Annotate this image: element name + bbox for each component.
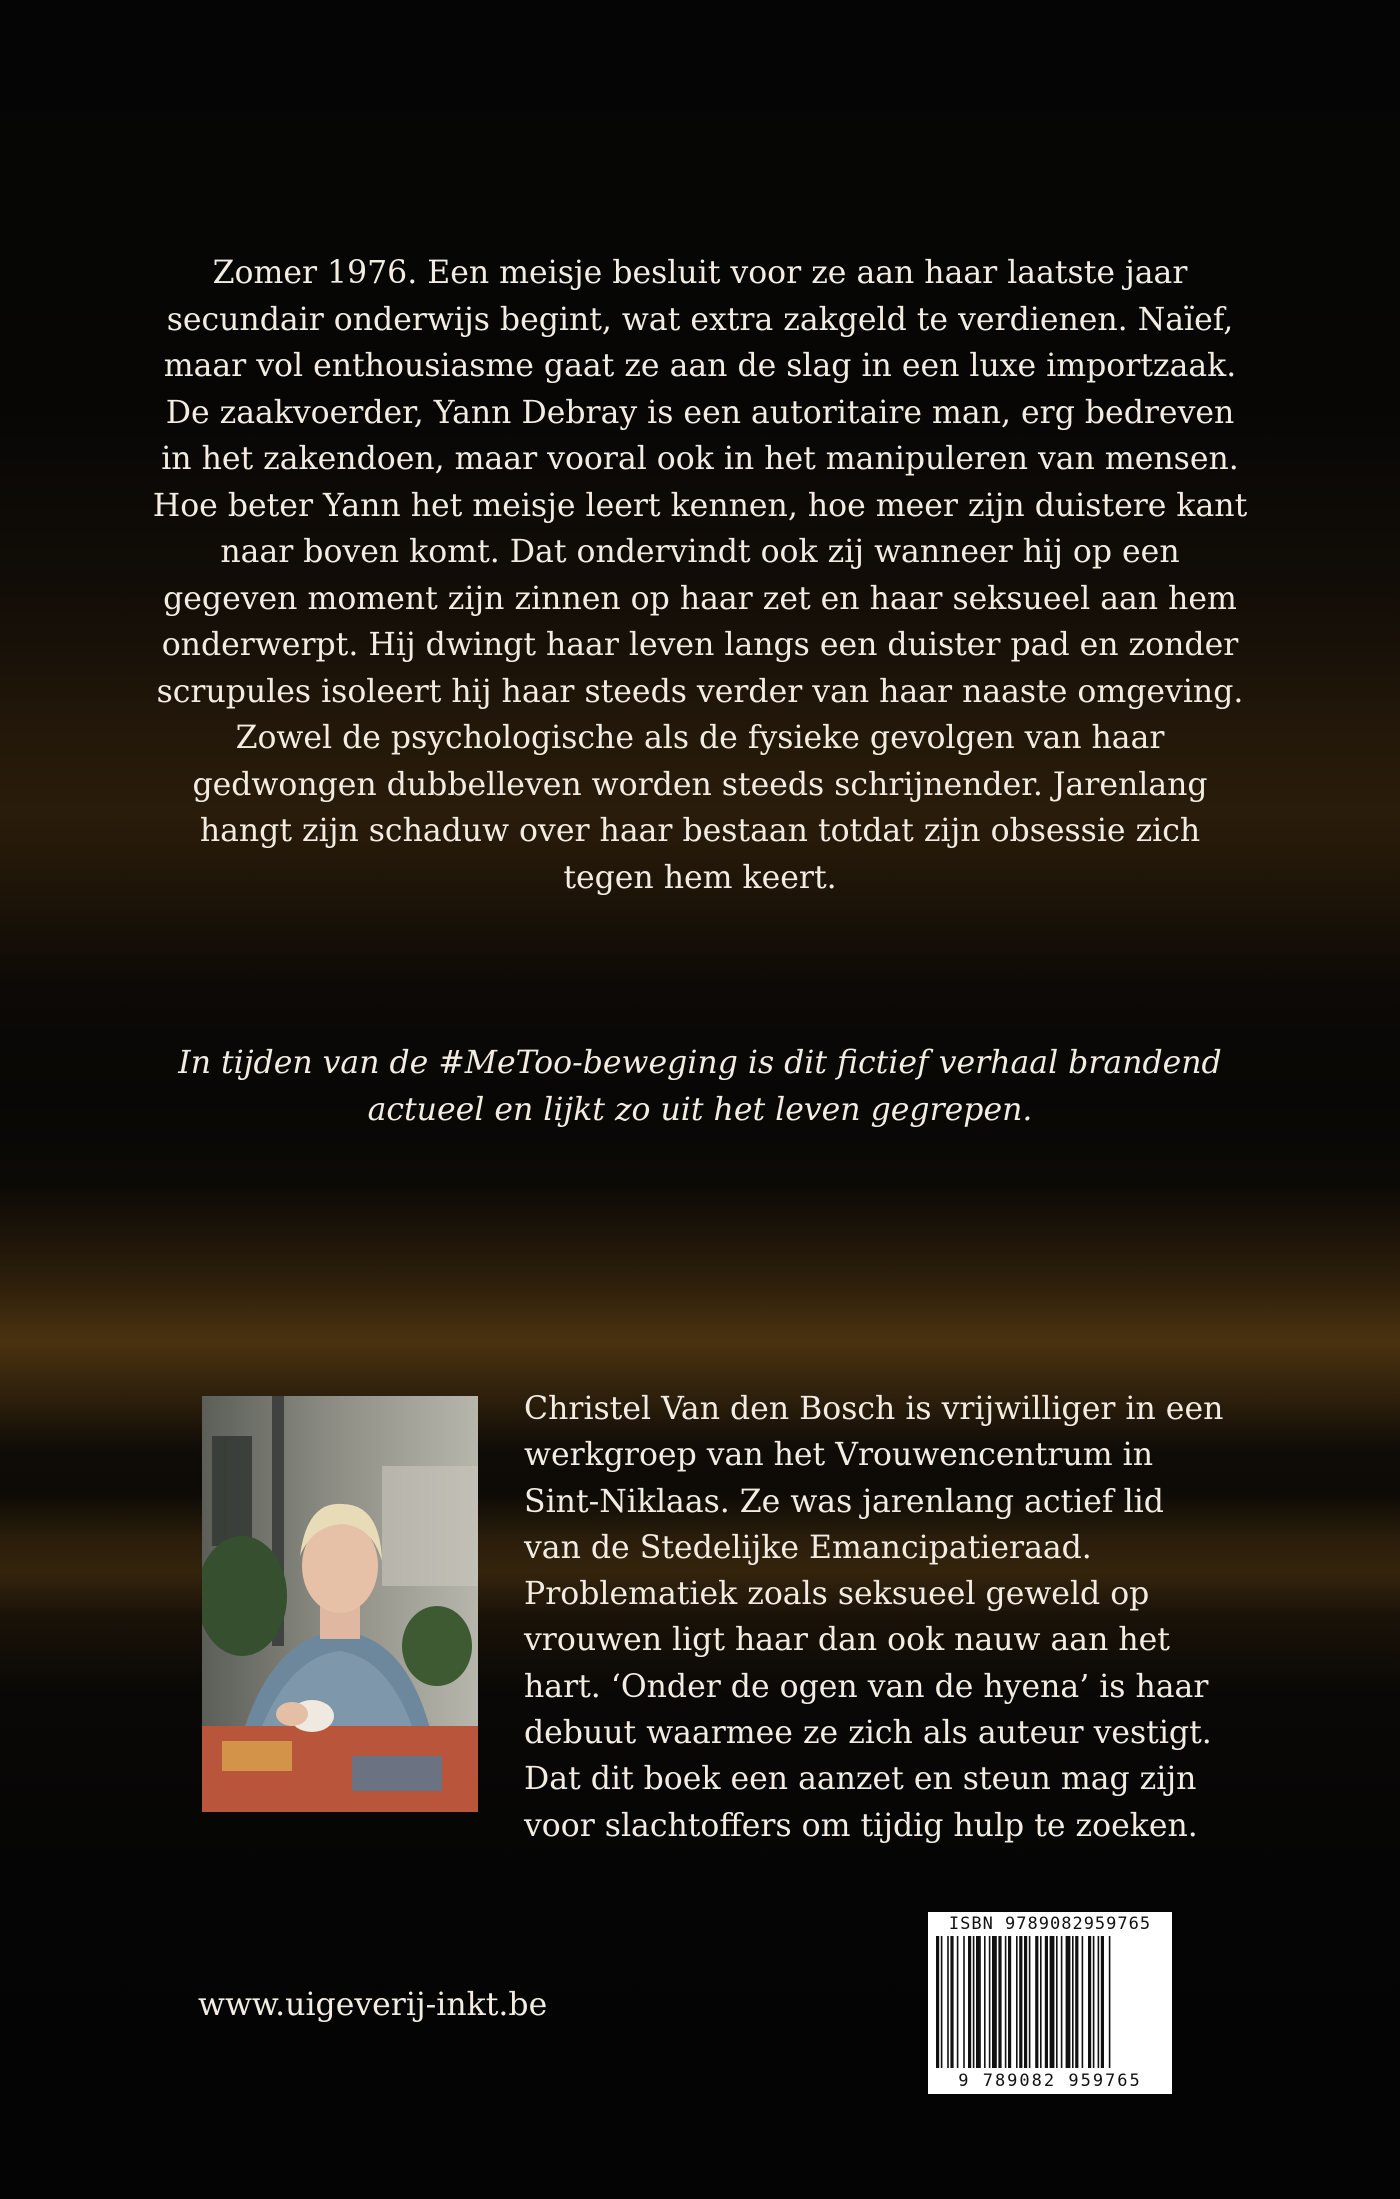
barcode-bar [957, 1936, 959, 2068]
blurb-paragraph: Zomer 1976. Een meisje besluit voor ze aan haar laatste jaar secundair onderwijs begint, wat extra zakgeld te verdienen. Naïef, maar vol enthousiasme gaat ze aan de slag in een luxe importzaak. De zaakvoerder, Yann Debray is een autoritaire man, erg bedreven in het zakendoen, maar vooral ook in het manipuleren van mensen. [161, 255, 1239, 477]
isbn-label: ISBN 9789082959765 [948, 1914, 1152, 1934]
publisher-website: www.uigeverij-inkt.be [198, 1987, 548, 2023]
barcode-bar [1008, 1936, 1011, 2068]
barcode-bar [973, 1936, 975, 2068]
barcode-bar [936, 1936, 939, 2068]
tagline: In tijden van de #MeToo-beweging is dit fictief verhaal brandend actueel en lijkt zo uit het leven gegrepen. [178, 1045, 1222, 1128]
barcode-bar [1075, 1936, 1078, 2068]
author-bio: Christel Van den Bosch is vrijwilliger in een werkgroep van het Vrouwencentrum in Sint-Niklaas. Ze was jarenlang actief lid van de Stedelijke Emancipatieraad. Problematiek zoals seksueel geweld op vrouwen ligt haar dan ook nauw aan het hart. ‘Onder de ogen van de hyena’ is haar debuut waarmee ze zich als auteur vestigt. Dat dit boek een aanzet en steun mag zijn voor slachtoffers om tijdig hulp te zoeken. [524, 1391, 1224, 1844]
barcode-bar [1098, 1936, 1100, 2068]
barcode-bar [1056, 1936, 1058, 2068]
barcode-bar [1066, 1936, 1071, 2068]
barcode-bar [1035, 1936, 1038, 2068]
barcode-bar [1088, 1936, 1091, 2068]
barcode-bar [1050, 1936, 1055, 2068]
barcode-bar [1019, 1936, 1022, 2068]
barcode-bar [1061, 1936, 1063, 2068]
barcode-bar [1093, 1936, 1095, 2068]
barcode-bar [1016, 1936, 1018, 2068]
barcode-bar [1040, 1936, 1042, 2068]
barcode-bar [1072, 1936, 1074, 2068]
barcode-bar [1024, 1936, 1027, 2068]
author-photo [202, 1396, 478, 1812]
barcode-bar [984, 1936, 986, 2068]
barcode-bar [998, 1936, 1001, 2068]
back-cover-blurb [150, 250, 1250, 901]
barcode-bar [1101, 1936, 1104, 2068]
blurb-paragraph: Hoe beter Yann het meisje leert kennen, hoe meer zijn duistere kant naar boven komt. Dat ondervindt ook zij wanneer hij op een gegeven moment zijn zinnen op haar zet en haar seksueel aan hem onderwerpt. Hij dwingt haar leven langs een duister pad en zonder scrupules isoleert hij haar steeds verder van haar naaste omgeving. [152, 487, 1248, 710]
barcode-bar [1045, 1936, 1048, 2068]
barcode-bar [976, 1936, 981, 2068]
barcode-bar [963, 1936, 965, 2068]
barcode-bars [936, 1936, 1164, 2068]
isbn-barcode [928, 1912, 1172, 2094]
barcode-bar [1082, 1936, 1084, 2068]
blurb-paragraph: Zowel de psychologische als de fysieke gevolgen van haar gedwongen dubbelleven worden steeds schrijnender. Jarenlang hangt zijn schaduw over haar bestaan totdat zijn obsessie zich tegen hem keert. [192, 720, 1208, 896]
barcode-bar [992, 1936, 997, 2068]
barcode-bar [941, 1936, 943, 2068]
barcode-bar [947, 1936, 949, 2068]
barcode-bar [1029, 1936, 1031, 2068]
barcode-bar [989, 1936, 991, 2068]
isbn-digits: 9 789082 959765 [958, 2071, 1142, 2091]
barcode-bar [1005, 1936, 1007, 2068]
barcode-bar [950, 1936, 953, 2068]
barcode-bar [1109, 1936, 1111, 2068]
barcode-bar [968, 1936, 971, 2068]
